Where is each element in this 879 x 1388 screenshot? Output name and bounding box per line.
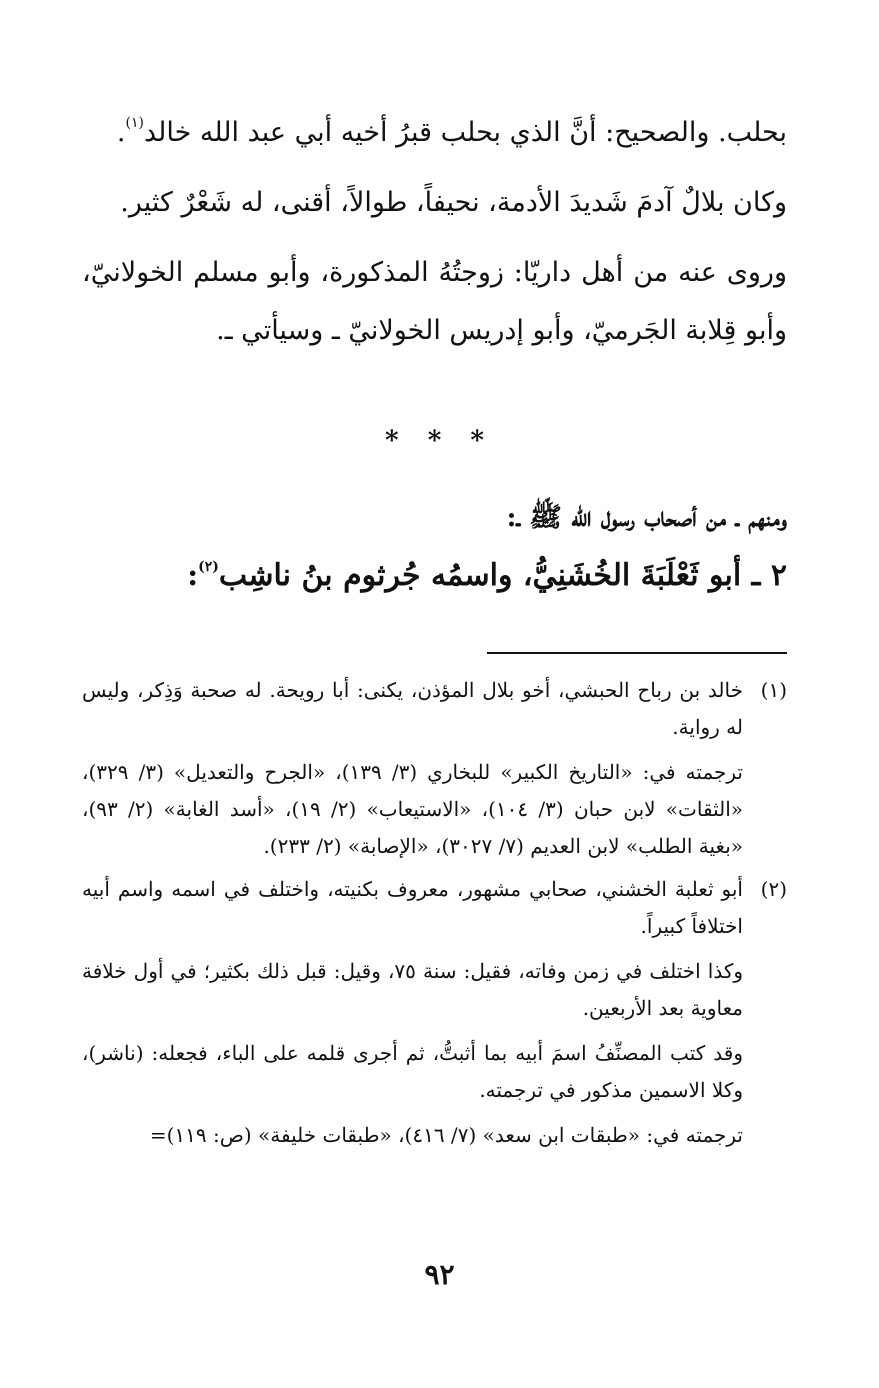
paragraph-end: . — [116, 117, 126, 148]
paragraph: وكان بلالٌ آدمَ شَديدَ الأدمة، نحيفاً، طوالاً، أقنى، له شَعْرٌ كثير. — [120, 187, 787, 218]
footnote-body — [82, 871, 743, 1154]
section-line: ومنهم ـ من أصحاب رسول الله ﷺ ـ: — [506, 502, 787, 533]
footnote-line: وكذا اختلف في زمن وفاته، فقيل: سنة ٧٥، وقيل: قبل ذلك بكثير؛ في أول خلافة معاوية بعد الأربعين. — [82, 959, 744, 1020]
footnote-ref: (١) — [125, 115, 144, 131]
footnotes — [82, 672, 787, 1154]
paragraph-text: بحلب. والصحيح: أنَّ الذي بحلب قبرُ أخيه أبي عبد الله خالد — [143, 117, 787, 148]
footnote-number: (١) — [760, 678, 787, 702]
footnote-line: أبو ثعلبة الخشني، صحابي مشهور، معروف بكنيته، واختلف في اسمه واسم أبيه اختلافاً كبيراً. — [82, 877, 743, 938]
footnote-divider — [487, 652, 787, 654]
footnote-line: ترجمته في: «التاريخ الكبير» للبخاري (٣/ ١٣٩)، «الجرح والتعديل» (٣/ ٣٢٩)، «الثقات» لابن حبان (٣/ ١٠٤)، «الاستيعاب» (٢/ ١٩)، «أسد الغابة» (٢/ ٩٣)، «بغية الطلب» لابن العديم (٧/ ٣٠٢٧)، «الإصابة» (٢/ ٢٣٣). — [82, 760, 744, 858]
footnote-line: وقد كتب المصنِّفُ اسمَ أبيه بما أثبتُّ، ثم أجرى قلمه على الباء، فجعله: (ناشر)، وكلا الاسمين مذكور في ترجمته. — [82, 1041, 743, 1102]
page-number: ٩٢ — [424, 1258, 455, 1291]
footnote-ref: (٢) — [198, 559, 219, 575]
footnote-number: (٢) — [760, 877, 787, 901]
footnote-line: ترجمته في: «طبقات ابن سعد» (٧/ ٤١٦)، «طبقات خليفة» (ص: ١١٩)= — [149, 1123, 743, 1147]
footnote-line: خالد بن رباح الحبشي، أخو بلال المؤذن، يكنى: أبا رويحة. له صحبة وَذِكر، وليس له رواية. — [82, 678, 743, 739]
main-text — [82, 104, 787, 360]
footnote — [82, 871, 787, 1154]
entry-heading — [82, 558, 787, 593]
footnote — [82, 672, 787, 865]
entry-heading-text: ٢ ـ أبو ثَعْلَبَةَ الخُشَنِيُّ، واسمُه جُرثوم بنُ ناشِب — [218, 558, 787, 593]
entry-heading-end: : — [187, 558, 199, 593]
footnote-body — [82, 672, 743, 865]
paragraph — [82, 104, 787, 162]
paragraph: وروى عنه من أهل داريّا: زوجتُهُ المذكورة، وأبو مسلم الخولانيّ، وأبو قِلابة الجَرميّ، وأبو إدريس الخولانيّ ـ وسيأتي ـ. — [82, 257, 787, 346]
section-separator: * * * — [385, 426, 494, 456]
